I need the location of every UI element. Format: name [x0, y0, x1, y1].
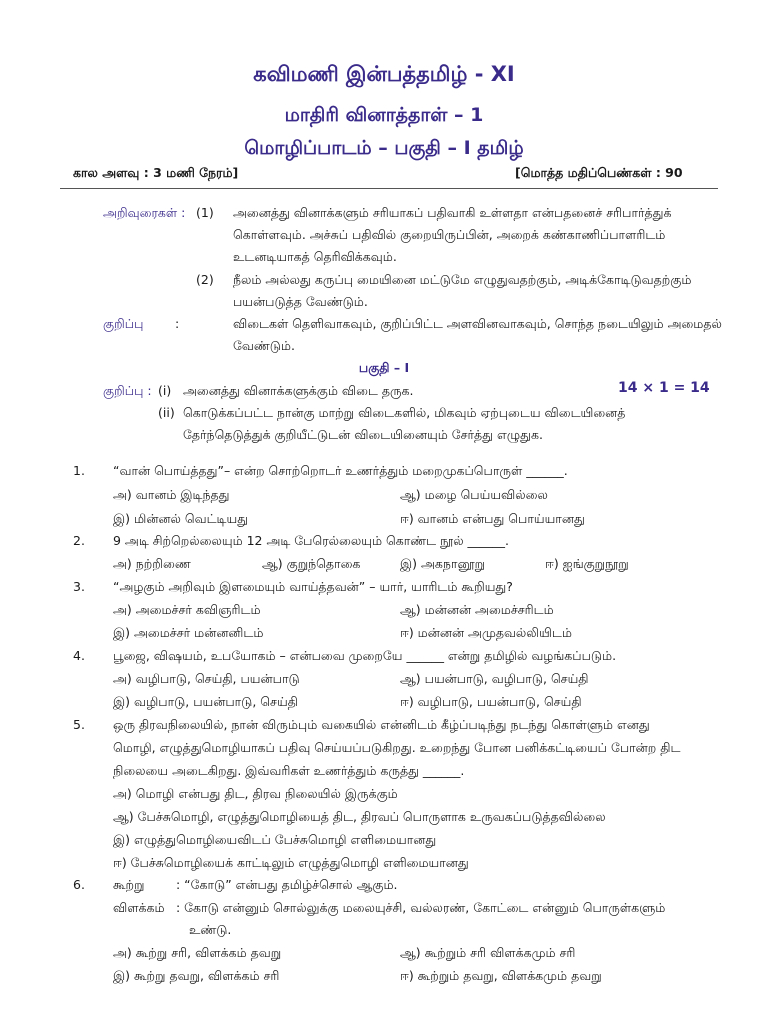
paper-part-title: மொழிப்பாடம் – பகுதி – I தமிழ் — [244, 137, 524, 159]
paper-subtitle: மாதிரி வினாத்தாள் – 1 — [284, 104, 484, 126]
question-3-option-a: அ) அமைச்சர் கவிஞரிடம் — [113, 602, 261, 617]
question-4-number: 4. — [73, 648, 85, 663]
instructions-label: அறிவுரைகள் : — [103, 205, 186, 220]
question-5-line-3: நிலையை அடைகிறது. இவ்வரிகள் உணர்த்தும் கருத்து ______. — [113, 763, 465, 778]
section-note-ii-line-2: தேர்ந்தெடுத்துக் குறியீட்டுடன் விடையினையும் சேர்த்து எழுதுக. — [183, 427, 543, 442]
question-5-option-c: இ) எழுத்துமொழியைவிடப் பேச்சுமொழி எளிமையானது — [113, 832, 437, 847]
question-6-statement-label: கூற்று — [113, 877, 145, 892]
question-3-option-d: ஈ) மன்னன் அமுதவல்லியிடம் — [400, 625, 572, 640]
note-label: குறிப்பு — [103, 316, 144, 331]
section-note-i-text: அனைத்து வினாக்களுக்கும் விடை தருக. — [183, 383, 414, 398]
instruction-2-line-2: பயன்படுத்த வேண்டும். — [233, 294, 368, 309]
section-note-i-number: (i) — [158, 383, 172, 398]
question-1-text: “வான் பொய்த்தது”– என்ற சொற்றொடர் உணர்த்தும் மறைமுகப்பொருள் ______. — [113, 463, 568, 478]
section-note-ii-number: (ii) — [158, 405, 175, 420]
question-5-line-2: மொழி, எழுத்துமொழியாகப் பதிவு செய்யப்படுகிறது. உறைந்து போன பனிக்கட்டியைப் போன்ற திட — [113, 740, 681, 755]
question-6-option-c: இ) கூற்று தவறு, விளக்கம் சரி — [113, 968, 280, 983]
question-4-option-b: ஆ) பயன்பாடு, வழிபாடு, செய்தி — [400, 671, 589, 686]
question-3-text: “அழகும் அறிவும் இளமையும் வாய்த்தவன்” – யார், யாரிடம் கூறியது? — [113, 579, 513, 594]
paper-title: கவிமணி இன்பத்தமிழ் - XI — [253, 62, 515, 86]
note-line-2: வேண்டும். — [233, 338, 295, 353]
question-3-option-b: ஆ) மன்னன் அமைச்சரிடம் — [400, 602, 554, 617]
section-marks: 14 × 1 = 14 — [618, 380, 710, 396]
question-1-number: 1. — [73, 463, 85, 478]
question-6-explanation-line-1: : கோடு என்னும் சொல்லுக்கு மலையுச்சி, வல்லரண், கோட்டை என்னும் பொருள்களும் — [176, 900, 666, 915]
instruction-2-number: (2) — [196, 272, 214, 287]
instruction-1-line-1: அனைத்து வினாக்களும் சரியாகப் பதிவாகி உள்ளதா என்பதனைச் சரிபார்த்துக் — [233, 205, 672, 220]
question-6-number: 6. — [73, 877, 85, 892]
question-2-option-c: இ) அகநானூறு — [400, 556, 486, 571]
question-4-text: பூஜை, விஷயம், உபயோகம் – என்பவை முறையே ______ என்று தமிழில் வழங்கப்படும். — [113, 648, 617, 663]
question-6-explanation-label: விளக்கம் — [113, 900, 165, 915]
note-line-1: விடைகள் தெளிவாகவும், குறிப்பிட்ட அளவினவாகவும், சொந்த நடையிலும் அமைதல் — [233, 316, 722, 331]
time-limit: கால அளவு : 3 மணி நேரம்] — [73, 165, 239, 180]
instruction-1-line-2: கொள்ளவும். அச்சுப் பதிவில் குறையிருப்பின், அறைக் கண்காணிப்பாளரிடம் — [233, 227, 666, 242]
section-title: பகுதி – I — [358, 360, 410, 375]
question-2-option-a: அ) நற்றிணை — [113, 556, 191, 571]
question-6-option-b: ஆ) கூற்றும் சரி விளக்கமும் சரி — [400, 945, 576, 960]
question-1-option-a: அ) வானம் இடிந்தது — [113, 487, 230, 502]
question-5-option-a: அ) மொழி என்பது திட, திரவ நிலையில் இருக்கும் — [113, 786, 398, 801]
header-divider — [60, 188, 718, 189]
instruction-2-line-1: நீலம் அல்லது கருப்பு மையினை மட்டுமே எழுதுவதற்கும், அடிக்கோடிடுவதற்கும் — [233, 272, 692, 287]
question-2-number: 2. — [73, 533, 85, 548]
question-5-line-1: ஒரு திரவநிலையில், நான் விரும்பும் வகையில் என்னிடம் கீழ்ப்படிந்து நடந்து கொள்ளும் எனது — [113, 717, 650, 732]
question-1-option-c: இ) மின்னல் வெட்டியது — [113, 511, 249, 526]
question-6-option-d: ஈ) கூற்றும் தவறு, விளக்கமும் தவறு — [400, 968, 602, 983]
note-colon: : — [175, 316, 180, 331]
question-5-option-d: ஈ) பேச்சுமொழியைக் காட்டிலும் எழுத்துமொழி எளிமையானது — [113, 855, 469, 870]
question-2-text: 9 அடி சிற்றெல்லையும் 12 அடி பேரெல்லையும் கொண்ட நூல் ______. — [113, 533, 510, 548]
question-3-option-c: இ) அமைச்சர் மன்னனிடம் — [113, 625, 264, 640]
question-6-option-a: அ) கூற்று சரி, விளக்கம் தவறு — [113, 945, 282, 960]
total-marks: [மொத்த மதிப்பெண்கள் : 90 — [515, 165, 683, 180]
question-4-option-d: ஈ) வழிபாடு, பயன்பாடு, செய்தி — [400, 694, 582, 709]
question-1-option-d: ஈ) வானம் என்பது பொய்யானது — [400, 511, 585, 526]
question-6-explanation-line-2: உண்டு. — [189, 922, 232, 937]
question-4-option-a: அ) வழிபாடு, செய்தி, பயன்பாடு — [113, 671, 300, 686]
question-5-number: 5. — [73, 717, 85, 732]
section-note-ii-line-1: கொடுக்கப்பட்ட நான்கு மாற்று விடைகளில், மிகவும் ஏற்புடைய விடையினைத் — [183, 405, 626, 420]
section-note-label: குறிப்பு : — [103, 383, 152, 398]
question-3-number: 3. — [73, 579, 85, 594]
question-1-option-b: ஆ) மழை பெய்யவில்லை — [400, 487, 548, 502]
instruction-1-line-3: உடனடியாகத் தெரிவிக்கவும். — [233, 249, 397, 264]
question-4-option-c: இ) வழிபாடு, பயன்பாடு, செய்தி — [113, 694, 298, 709]
instruction-1-number: (1) — [196, 205, 214, 220]
question-2-option-b: ஆ) குறுந்தொகை — [262, 556, 361, 571]
question-2-option-d: ஈ) ஐங்குறுநூறு — [545, 556, 629, 571]
question-5-option-b: ஆ) பேச்சுமொழி, எழுத்துமொழியைத் திட, திரவப் பொருளாக உருவகப்படுத்தவில்லை — [113, 809, 606, 824]
question-6-statement: : “கோடு” என்பது தமிழ்ச்சொல் ஆகும். — [176, 877, 398, 892]
